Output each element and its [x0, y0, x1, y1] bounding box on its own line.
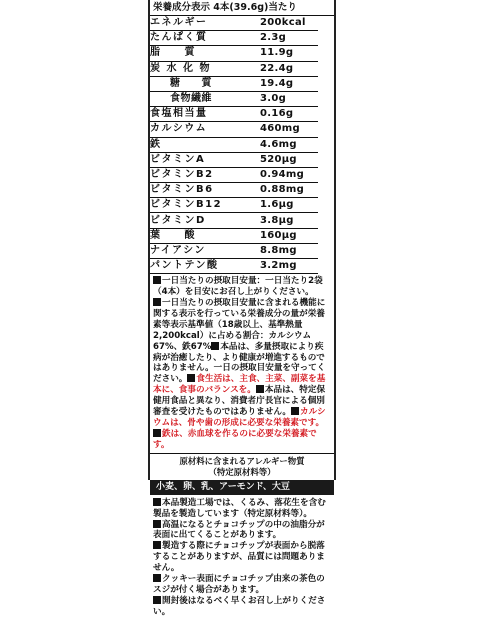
nutrient-value: 3.0g	[260, 91, 318, 106]
nutrition-row	[150, 137, 318, 152]
bullet-mark-icon	[153, 498, 161, 506]
nutrient-value: 22.4g	[260, 61, 318, 76]
nutrient-name: 炭 水 化 物	[150, 61, 260, 76]
nutrient-name: ビタミンB2	[150, 167, 260, 182]
nutrition-label	[148, 0, 336, 617]
nutrient-name: 食塩相当量	[150, 107, 260, 122]
bullet-mark-icon	[187, 374, 195, 382]
nutrient-name: ビタミンD	[150, 213, 260, 228]
note-ratio: 一日当たりの摂取目安量に含まれる機能に関する表示を行っている栄養成分の量が栄養素等表示基準値（18歳以上、基準熱量2,200kcal）に占める割合：カルシウム67%、鉄67%	[153, 298, 326, 352]
nutrition-row	[150, 228, 318, 243]
bullet-mark-icon	[153, 541, 161, 549]
bullet-mark-icon	[291, 407, 299, 415]
nutrient-name: カルシウム	[150, 122, 260, 137]
nutrient-value: 19.4g	[260, 76, 318, 91]
note-heat: 高温になるとチョコチップの中の油脂分が表面に出てくることがあります。	[153, 519, 325, 541]
nutrition-row	[150, 76, 318, 91]
nutrient-name: ビタミンA	[150, 152, 260, 167]
allergen-heading-line1: 原材料に含まれるアレルギー物質	[179, 455, 305, 466]
nutrition-row	[150, 122, 318, 137]
nutrition-row	[150, 46, 318, 61]
nutrition-notes	[150, 274, 334, 451]
nutrient-name: 脂 質	[150, 46, 260, 61]
bullet-mark-icon	[153, 574, 161, 582]
note-chip-drop: 製造する際にチョコチップが表面から脱落することがありますが、品質には問題ありません。	[153, 541, 325, 574]
nutrition-row	[150, 243, 318, 258]
note-disease: 本品は、多量摂取により疾病が治癒したり、より健康が増進するものではありません。一日の摂取目安量を守ってください。	[153, 341, 326, 385]
note-factory: 本品製造工場では、くるみ、落花生を含む製品を製造しています（特定原材料等）。	[153, 497, 326, 519]
nutrient-value: 200kcal	[260, 16, 318, 31]
nutrition-row	[150, 61, 318, 76]
manufacturing-notes	[150, 495, 334, 618]
bullet-mark-icon	[153, 298, 161, 306]
nutrition-row	[150, 16, 318, 31]
note-iron: 鉄は、赤血球を作るのに必要な栄養素です。	[153, 428, 317, 450]
nutrient-value: 8.8mg	[260, 243, 318, 258]
nutrient-value: 0.88mg	[260, 183, 318, 198]
nutrition-row	[150, 107, 318, 122]
nutrient-name: 鉄	[150, 137, 260, 152]
note-open: 開封後はなるべく早くお召し上がりください。	[153, 595, 326, 617]
nutrition-row	[150, 31, 318, 46]
nutrient-value: 460mg	[260, 122, 318, 137]
allergen-heading	[150, 454, 334, 480]
nutrient-value: 11.9g	[260, 46, 318, 61]
note-intake: 一日当たりの摂取目安量：一日当たり2袋（4本）を目安にお召し上がりください。	[153, 276, 323, 298]
allergen-heading-line2: （特定原材料等）	[208, 466, 276, 477]
nutrient-value: 0.16g	[260, 107, 318, 122]
bullet-mark-icon	[153, 520, 161, 528]
nutrition-row	[150, 259, 318, 274]
nutrient-name: 食物繊維	[150, 91, 260, 106]
note-balance: 食生活は、主食、主菜、副菜を基本に、食事のバランスを。	[153, 374, 326, 396]
nutrient-value: 160μg	[260, 228, 318, 243]
nutrient-value: 2.3g	[260, 31, 318, 46]
nutrient-value: 4.6mg	[260, 137, 318, 152]
nutrient-name: ビタミンB6	[150, 183, 260, 198]
nutrition-row	[150, 213, 318, 228]
nutrition-row	[150, 91, 318, 106]
bullet-mark-icon	[153, 276, 161, 284]
bullet-mark-icon	[153, 596, 161, 604]
nutrition-title: 栄養成分表示 4本(39.6g)当たり	[150, 0, 334, 16]
nutrient-name: 葉 酸	[150, 228, 260, 243]
bullet-mark-icon	[153, 429, 161, 437]
nutrient-value: 0.94mg	[260, 167, 318, 182]
allergen-list: 小麦、卵、乳、アーモンド、大豆	[150, 480, 334, 495]
nutrient-name: ビタミンB12	[150, 198, 260, 213]
nutrition-table	[150, 16, 318, 274]
nutrition-row	[150, 152, 318, 167]
bullet-mark-icon	[211, 342, 219, 350]
nutrition-row	[150, 183, 318, 198]
note-streak: クッキー表面にチョコチップ由来の茶色のスジが付く場合があります。	[153, 574, 325, 595]
nutrient-value: 520μg	[260, 152, 318, 167]
nutrient-name: 糖 質	[150, 76, 260, 91]
nutrient-value: 1.6μg	[260, 198, 318, 213]
note-calcium: カルシウムは、骨や歯の形成に必要な栄養素です。	[153, 407, 326, 428]
bullet-mark-icon	[256, 385, 264, 393]
nutrition-row	[150, 198, 318, 213]
nutrient-value: 3.2mg	[260, 259, 318, 274]
nutrient-value: 3.8μg	[260, 213, 318, 228]
nutrient-name: ナイアシン	[150, 243, 260, 258]
note-non-fosu: 本品は、特定保健用食品と異なり、消費者庁長官による個別審査を受けたものではありません。	[153, 385, 326, 418]
nutrient-name: たんぱく質	[150, 31, 260, 46]
nutrient-name: エネルギー	[150, 16, 260, 31]
nutrition-row	[150, 167, 318, 182]
nutrient-name: パントテン酸	[150, 259, 260, 274]
